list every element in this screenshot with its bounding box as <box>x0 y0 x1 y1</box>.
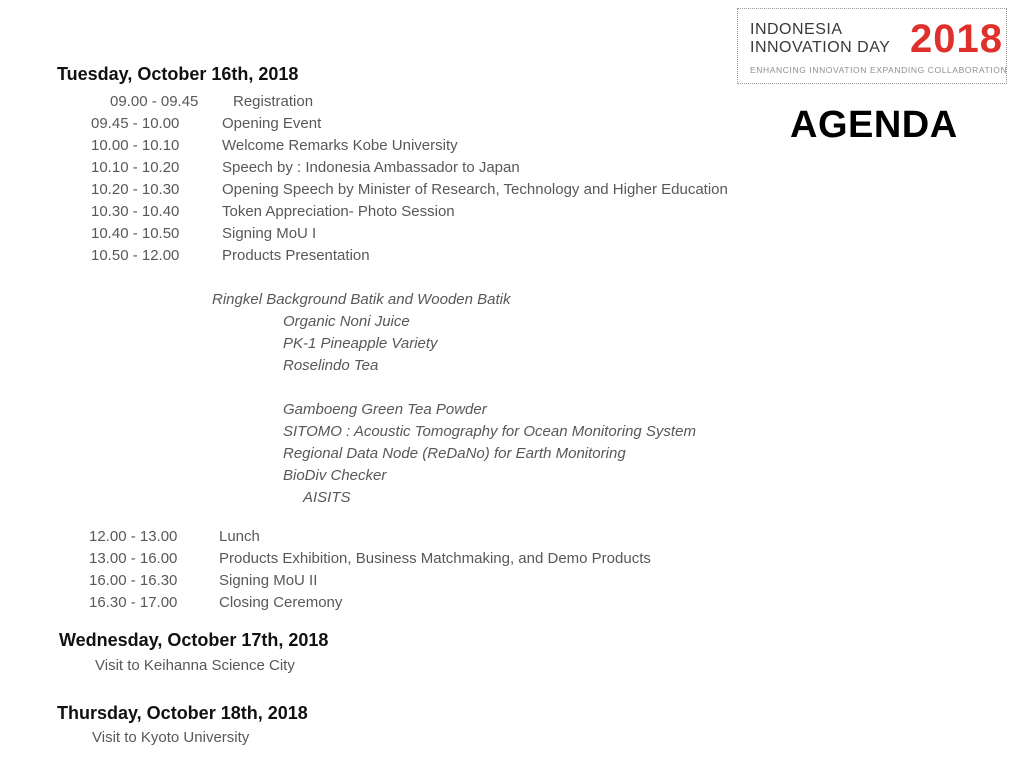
logo-year: 2018 <box>910 17 1003 61</box>
logo-tagline: ENHANCING INNOVATION EXPANDING COLLABORATION <box>750 65 1008 75</box>
schedule-desc: Opening Event <box>222 115 322 132</box>
product-item: Gamboeng Green Tea Powder <box>283 401 487 418</box>
schedule-time: 12.00 - 13.00 <box>89 528 178 545</box>
schedule-time: 10.40 - 10.50 <box>91 225 180 242</box>
schedule-desc: Welcome Remarks Kobe University <box>222 137 458 154</box>
logo-line2: INNOVATION DAY <box>750 39 891 56</box>
schedule-desc: Products Exhibition, Business Matchmaking, and Demo Products <box>219 550 651 567</box>
schedule-time: 09.45 - 10.00 <box>91 115 180 132</box>
schedule-desc: Signing MoU I <box>222 225 317 242</box>
visit-thursday: Visit to Kyoto University <box>92 729 250 746</box>
event-logo <box>737 8 1007 84</box>
schedule-time: 10.20 - 10.30 <box>91 181 180 198</box>
schedule-time: 16.00 - 16.30 <box>89 572 178 589</box>
product-item: AISITS <box>303 489 351 506</box>
day-heading-tuesday: Tuesday, October 16th, 2018 <box>57 64 299 84</box>
schedule-desc: Opening Speech by Minister of Research, Technology and Higher Education <box>222 181 728 198</box>
schedule-time: 16.30 - 17.00 <box>89 594 178 611</box>
schedule-time: 10.00 - 10.10 <box>91 137 180 154</box>
visit-wednesday: Visit to Keihanna Science City <box>95 657 295 674</box>
schedule-desc: Speech by : Indonesia Ambassador to Japan <box>222 159 520 176</box>
schedule-desc: Lunch <box>219 528 260 545</box>
day-heading-wednesday: Wednesday, October 17th, 2018 <box>59 630 329 650</box>
schedule-desc: Registration <box>233 93 314 110</box>
schedule-desc: Products Presentation <box>222 247 370 264</box>
day-heading-thursday: Thursday, October 18th, 2018 <box>57 703 308 723</box>
product-item: Regional Data Node (ReDaNo) for Earth Monitoring <box>283 445 626 462</box>
schedule-time: 10.10 - 10.20 <box>91 159 180 176</box>
product-item: Ringkel Background Batik and Wooden Batik <box>212 291 511 308</box>
schedule-desc: Token Appreciation- Photo Session <box>222 203 455 220</box>
product-item: SITOMO : Acoustic Tomography for Ocean Monitoring System <box>283 423 696 440</box>
schedule-time: 09.00 - 09.45 <box>110 93 199 110</box>
product-item: Roselindo Tea <box>283 357 379 374</box>
page-title: AGENDA <box>790 104 958 146</box>
product-item: BioDiv Checker <box>283 467 387 484</box>
schedule-time: 10.30 - 10.40 <box>91 203 180 220</box>
product-item: Organic Noni Juice <box>283 313 410 330</box>
schedule-desc: Closing Ceremony <box>219 594 343 611</box>
schedule-desc: Signing MoU II <box>219 572 318 589</box>
schedule-time: 13.00 - 16.00 <box>89 550 178 567</box>
logo-line1: INDONESIA <box>750 21 843 38</box>
product-item: PK-1 Pineapple Variety <box>283 335 438 352</box>
schedule-time: 10.50 - 12.00 <box>91 247 180 264</box>
